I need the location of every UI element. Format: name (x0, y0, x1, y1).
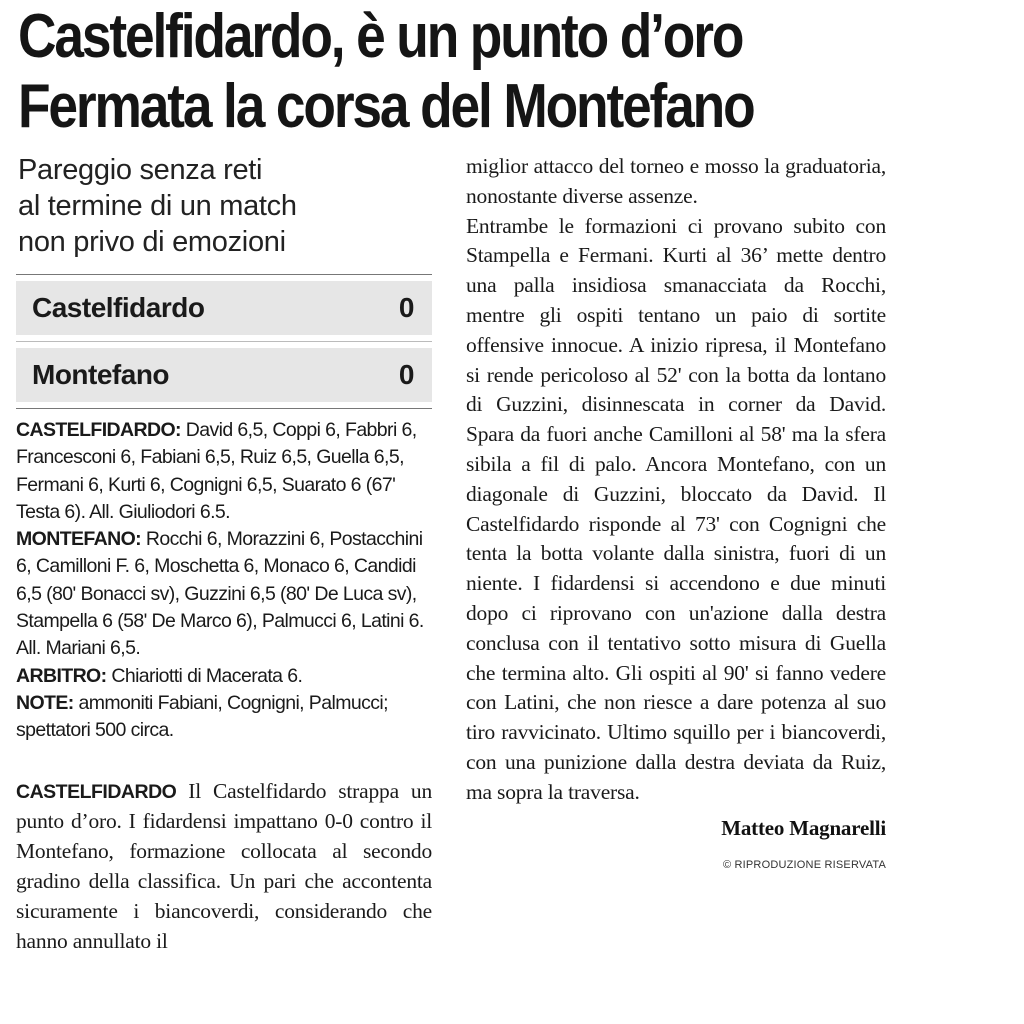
score-row-away (16, 348, 432, 402)
subheadline-line-1: Pareggio senza reti (18, 154, 263, 186)
article-body-start (16, 777, 432, 957)
referee-label: ARBITRO: (16, 664, 107, 687)
author-signature: Matteo Magnarelli (721, 815, 886, 840)
notes-label: NOTE: (16, 691, 74, 714)
lineup-castelfidardo (16, 417, 432, 526)
lineup-label: CASTELFIDARDO: (16, 419, 181, 441)
lineup-text: David 6,5, Coppi 6, Fabbri 6, Francesconi 6, Fabiani 6,5, Ruiz 6,5, Guella 6,5, Fermani 6, Kurti 6, Cognigni 6,5, Suarato 6 (67' Testa 6). All. Giuliodori 6.5. (16, 419, 417, 523)
match-notes (16, 690, 432, 745)
lineups (16, 417, 432, 745)
lineup-montefano (16, 526, 432, 662)
subheadline (16, 152, 432, 260)
article-paragraph: miglior attacco del torneo e mosso la graduatoria, nonostante diverse assenze. (466, 154, 886, 208)
copyright-notice: © RIPRODUZIONE RISERVATA (722, 859, 886, 872)
left-column (16, 152, 432, 956)
referee-text: Chiariotti di Macerata 6. (106, 664, 303, 687)
divider (16, 274, 432, 275)
score-row-home (16, 281, 432, 335)
team-score: 0 (398, 292, 414, 323)
headline (18, 2, 861, 142)
team-name: Castelfidardo (32, 292, 205, 323)
article-paragraph: Il Castelfidardo strappa un punto d’oro. I fidardensi impattano 0-0 contro il Montefano, formazione collocata al secondo gradino della classifica. Un pari che accontenta sicuramente i biancoverdi, considerando che hanno annullato il (16, 778, 432, 953)
referee-info (16, 663, 432, 690)
dateline: CASTELFIDARDO (16, 780, 177, 803)
right-column (466, 152, 886, 881)
lineup-label: MONTEFANO: (16, 528, 142, 551)
divider (16, 408, 432, 409)
team-name: Montefano (32, 359, 170, 390)
subheadline-line-3: non privo di emozioni (18, 226, 286, 258)
divider (16, 341, 432, 342)
headline-line-2: Fermata la corsa del Montefano (18, 72, 754, 141)
article-paragraph: Entrambe le formazioni ci provano subito con Stampella e Fermani. Kurti al 36’ mette dentro una palla insidiosa smanacciata da Rocchi, mentre gli ospiti tentano un paio di sortite offensive innocue. A inizio ripresa, il Montefano si rende pericoloso al 52' con la botta da lontano di Guzzini, disinnescata in corner da David. Spara da fuori anche Camilloni al 58' ma la sfera sibila a fil di palo. Ancora Montefano, con un diagonale di Guzzini, bloccato da David. Il Castelfidardo risponde al 73' con Cognigni che tenta la botta volante dalla sinistra, fuori di un niente. I fidardensi si accendono e due minuti dopo ci riprovano con un'azione dalla destra conclusa con il tentativo sotto misura di Guella che termina alto. Gli ospiti al 90' si fanno vedere con Latini, che non riesce a dare potenza al suo tiro ravvicinato. Ultimo squillo per i biancoverdi, con una punizione dalla destra deviata da Ruiz, ma sopra la traversa. (466, 213, 886, 804)
headline-line-1: Castelfidardo, è un punto d’oro (18, 2, 743, 71)
team-score: 0 (398, 359, 414, 390)
notes-text: ammoniti Fabiani, Cognigni, Palmucci; spettatori 500 circa. (16, 691, 388, 742)
subheadline-line-2: al termine di un match (18, 190, 297, 222)
lineup-text: Rocchi 6, Morazzini 6, Postacchini 6, Camilloni F. 6, Moschetta 6, Monaco 6, Candidi 6,5 (80' Bonacci sv), Guzzini 6,5 (80' De Luca sv), Stampella 6 (58' De Marco 6), Palmucci 6, Latini 6. All. Mariani 6,5. (16, 528, 424, 660)
